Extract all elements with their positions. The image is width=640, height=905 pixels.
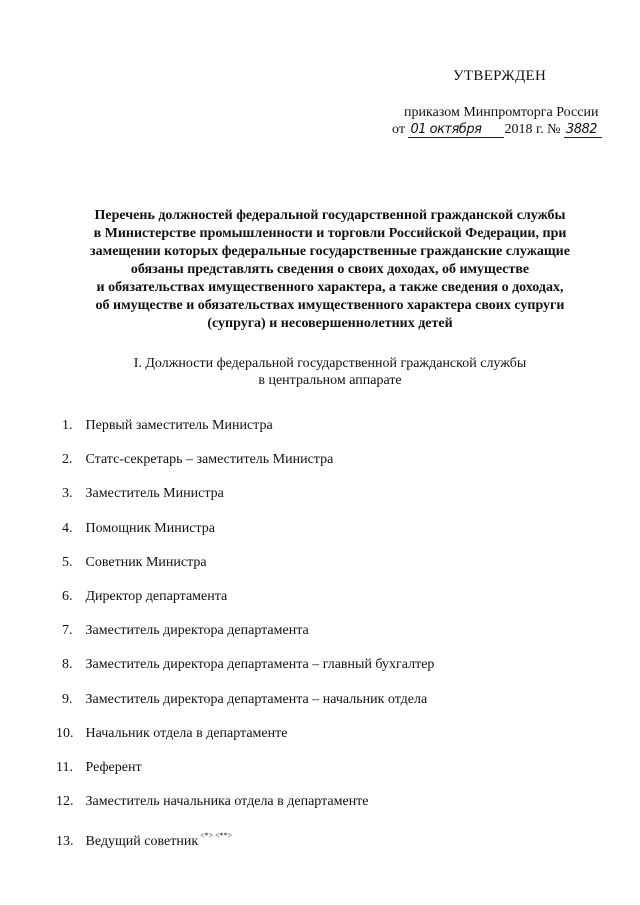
list-item: [56, 793, 582, 827]
order-year: 2018 г. №: [504, 122, 561, 137]
item-text: Первый заместитель Министра: [85, 418, 273, 433]
section-heading-line: в центральном аппарате: [258, 373, 402, 388]
item-number: 3.: [62, 486, 73, 502]
title-line: в Министерстве промышленности и торговли Российской Федерации, при: [93, 226, 567, 241]
item-number: 10.: [56, 725, 74, 741]
list-item: [62, 520, 582, 554]
item-text: Директор департамента: [85, 588, 228, 604]
section-heading: [100, 355, 560, 389]
item-text: Начальник отдела в департаменте: [85, 725, 288, 741]
item-text: Заместитель директора департамента – главный бухгалтер: [85, 657, 435, 673]
title-line: Перечень должностей федеральной государственной гражданской службы: [94, 208, 566, 223]
item-number: 11.: [56, 759, 73, 775]
item-text: Помощник Министра: [85, 520, 215, 536]
title-line: (супруга) и несовершеннолетних детей: [207, 316, 453, 331]
title-line: обязаны представлять сведения о своих доходах, об имуществе: [130, 262, 530, 277]
item-number: 7.: [62, 623, 73, 639]
list-item: [62, 451, 582, 485]
order-date-line: [392, 122, 602, 138]
item-text: Статс-секретарь – заместитель Министра: [85, 452, 334, 468]
list-item: [62, 485, 582, 519]
item-number: 8.: [62, 657, 73, 673]
order-reference: приказом Минпромторга России: [404, 105, 599, 120]
item-number: 5.: [62, 554, 73, 570]
item-text: Референт: [85, 759, 142, 775]
list-item: [56, 725, 582, 759]
item-text: Заместитель Министра: [85, 486, 224, 502]
list-item: [56, 759, 582, 793]
item-text: Заместитель начальника отдела в департаменте: [85, 794, 369, 810]
document-title: [60, 207, 600, 333]
item-number: 4.: [62, 520, 73, 536]
item-number: 1.: [62, 418, 73, 433]
list-item: [62, 554, 582, 588]
section-heading-line: I. Должности федеральной государственной гражданской службы: [133, 356, 527, 371]
item-text: Ведущий советник: [85, 834, 199, 850]
title-line: и обязательствах имущественного характера, а также сведения о доходах,: [96, 280, 564, 295]
approval-stamp-heading: УТВЕРЖДЕН: [453, 68, 547, 84]
item-number: 13.: [56, 834, 74, 850]
handwritten-order-number: 3882: [564, 122, 602, 138]
item-text: Советник Министра: [85, 554, 207, 570]
date-prefix: от: [392, 122, 405, 137]
list-item: [62, 656, 582, 690]
list-item: [62, 622, 582, 656]
positions-list: [56, 417, 582, 861]
list-item: [56, 827, 582, 861]
title-line: замещении которых федеральные государственные гражданские служащие: [90, 244, 570, 259]
handwritten-date: 01 октября: [408, 122, 504, 138]
item-text: Заместитель директора департамента: [85, 623, 309, 639]
list-item: [62, 691, 582, 725]
footnote-marker: <*> <**>: [200, 831, 233, 841]
item-text: Заместитель директора департамента – начальник отдела: [85, 691, 428, 707]
item-number: 9.: [62, 691, 73, 707]
item-number: 6.: [62, 588, 73, 604]
list-item: [62, 417, 582, 451]
title-line: об имуществе и обязательствах имущественного характера своих супруги: [95, 298, 565, 313]
item-number: 2.: [62, 452, 73, 468]
list-item: [62, 588, 582, 622]
item-number: 12.: [56, 794, 74, 810]
